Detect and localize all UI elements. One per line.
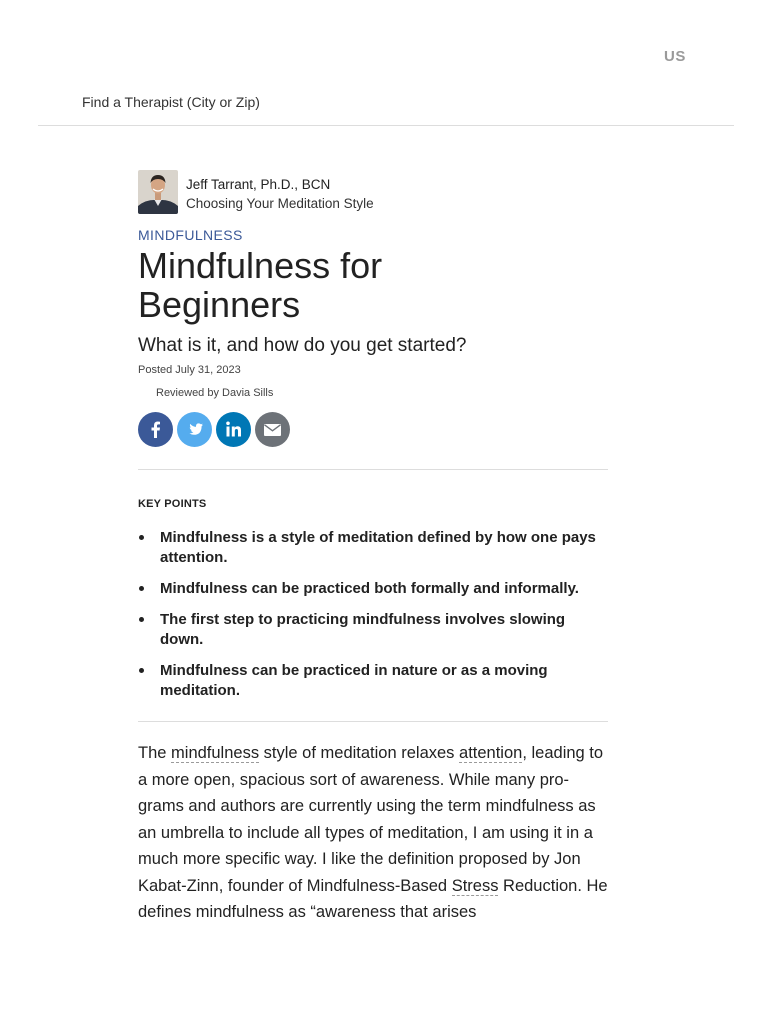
find-therapist-link[interactable]: Find a Therapist (City or Zip) xyxy=(82,94,260,110)
list-item: Mindfulness can be practiced both formally and informally. xyxy=(138,579,608,599)
body-text: style of meditation relaxes xyxy=(259,744,460,762)
author-name[interactable]: Jeff Tarrant, Ph.D., BCN xyxy=(186,177,331,192)
posted-date: Posted July 31, 2023 xyxy=(138,364,241,376)
article xyxy=(138,170,608,926)
key-points-label: KEY POINTS xyxy=(138,498,207,510)
list-item: Mindfulness is a style of meditation defined by how one pays attention. xyxy=(138,528,608,568)
body-text: , leading to a more open, spacious sort of awareness. While many programs and authors are currently using the term mindfulness as an umbrella to include all types of meditation, I am using it in a much more specific way. I like the definition proposed by Jon Kabat-Zinn, founder of Mindfulness-Based xyxy=(138,744,604,895)
body-text: The xyxy=(138,744,172,762)
mindfulness-link[interactable]: mindfulness xyxy=(171,744,260,762)
country-selector[interactable]: US xyxy=(664,48,686,65)
facebook-share-button[interactable] xyxy=(138,412,173,447)
divider xyxy=(138,721,608,722)
linkedin-icon xyxy=(216,412,251,447)
author-photo-icon xyxy=(138,170,178,214)
email-icon xyxy=(255,412,290,447)
article-title-line-2: Beginners xyxy=(138,284,301,325)
reviewed-by: Reviewed by Davia Sills xyxy=(156,387,274,399)
article-title xyxy=(138,246,608,324)
author-avatar[interactable] xyxy=(138,170,178,214)
divider xyxy=(138,469,608,470)
author-text xyxy=(186,170,374,214)
twitter-share-button[interactable] xyxy=(177,412,212,447)
author-block xyxy=(138,170,608,216)
list-item: Mindfulness can be practiced in nature or as a moving meditation. xyxy=(138,661,608,701)
article-title-line-1: Mindfulness for xyxy=(138,245,383,286)
social-share-bar xyxy=(138,412,608,447)
header-divider xyxy=(38,125,734,126)
key-points-list xyxy=(138,528,608,701)
article-subtitle: What is it, and how do you get started? xyxy=(138,335,467,356)
facebook-icon xyxy=(138,412,173,447)
list-item: The first step to practicing mindfulness involves slowing down. xyxy=(138,610,608,650)
linkedin-share-button[interactable] xyxy=(216,412,251,447)
email-share-button[interactable] xyxy=(255,412,290,447)
twitter-icon xyxy=(177,412,212,447)
article-body-paragraph xyxy=(138,740,608,926)
attention-link[interactable]: attention xyxy=(459,744,523,762)
stress-link[interactable]: Stress xyxy=(451,876,499,895)
blog-name-link[interactable]: Choosing Your Meditation Style xyxy=(186,196,374,211)
body-text: Reduction. He defines mindfulness as “awareness that arises xyxy=(138,876,608,921)
category-link[interactable]: MINDFULNESS xyxy=(138,227,243,243)
